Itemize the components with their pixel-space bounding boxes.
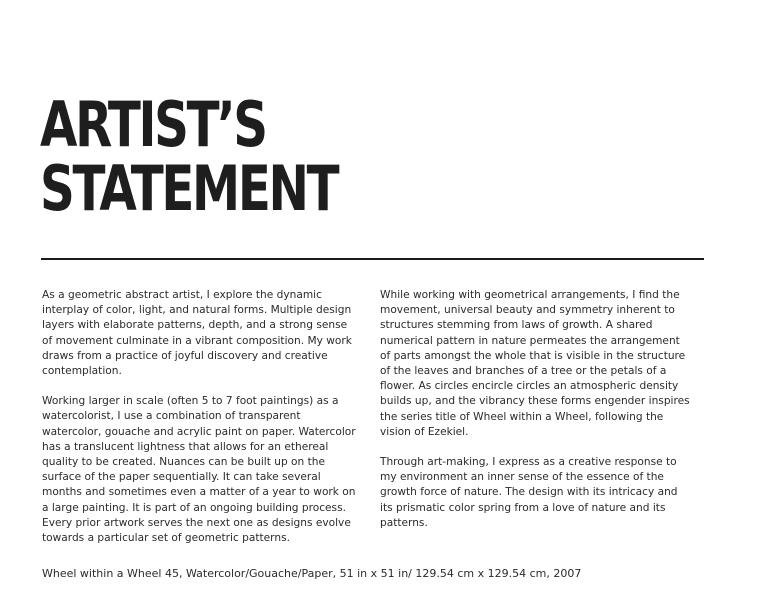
right-paragraph-nature: Through art-making, I express as a creative response to my environment an inner sense of the essence of the growth force of nature. The design with its intricacy and its prismatic color spring from a love of nature and its patterns. — [380, 456, 678, 529]
artwork-caption: Wheel within a Wheel 45, Watercolor/Gouache/Paper, 51 in x 51 in/ 129.54 cm x 129.54 cm, 2007 — [42, 567, 582, 580]
left-paragraph-intro: As a geometric abstract artist, I explore the dynamic interplay of color, light, and natural forms. Multiple design layers with elaborate patterns, depth, and a strong sense of movement culminate in a vibrant composition. My work draws from a practice of joyful discovery and creative contemplation. — [42, 289, 352, 378]
left-paragraph-process: Working larger in scale (often 5 to 7 foot paintings) as a watercolorist, I use a combination of transparent watercolor, gouache and acrylic paint on paper. Watercolor has a translucent lightness that allows for an ethereal quality to be created. Nuances can be built up on the surface of the paper sequentially. It can take several months and sometimes even a matter of a year to work on a large painting. It is part of an ongoing building process. Every prior artwork serves the next one as designs evolve towards a particular set of geometric patterns. — [42, 395, 356, 545]
right-paragraph-geometry: While working with geometrical arrangements, I find the movement, universal beauty and symmetry inherent to structures stemming from laws of growth. A shared numerical pattern in nature permeates the arrangement of parts amongst the whole that is visible in the structure of the leaves and branches of a tree or the petals of a flower. As circles encircle circles an atmospheric density builds up, and the vibrancy these forms engender inspires the series title of Wheel within a Wheel, following the vision of Ezekiel. — [380, 289, 690, 438]
left-column — [42, 288, 360, 561]
title-line-artists: ARTIST’S — [40, 88, 266, 161]
page-title — [40, 88, 338, 225]
right-column — [380, 288, 690, 546]
horizontal-divider — [41, 258, 704, 260]
title-line-statement: STATEMENT — [40, 152, 338, 225]
